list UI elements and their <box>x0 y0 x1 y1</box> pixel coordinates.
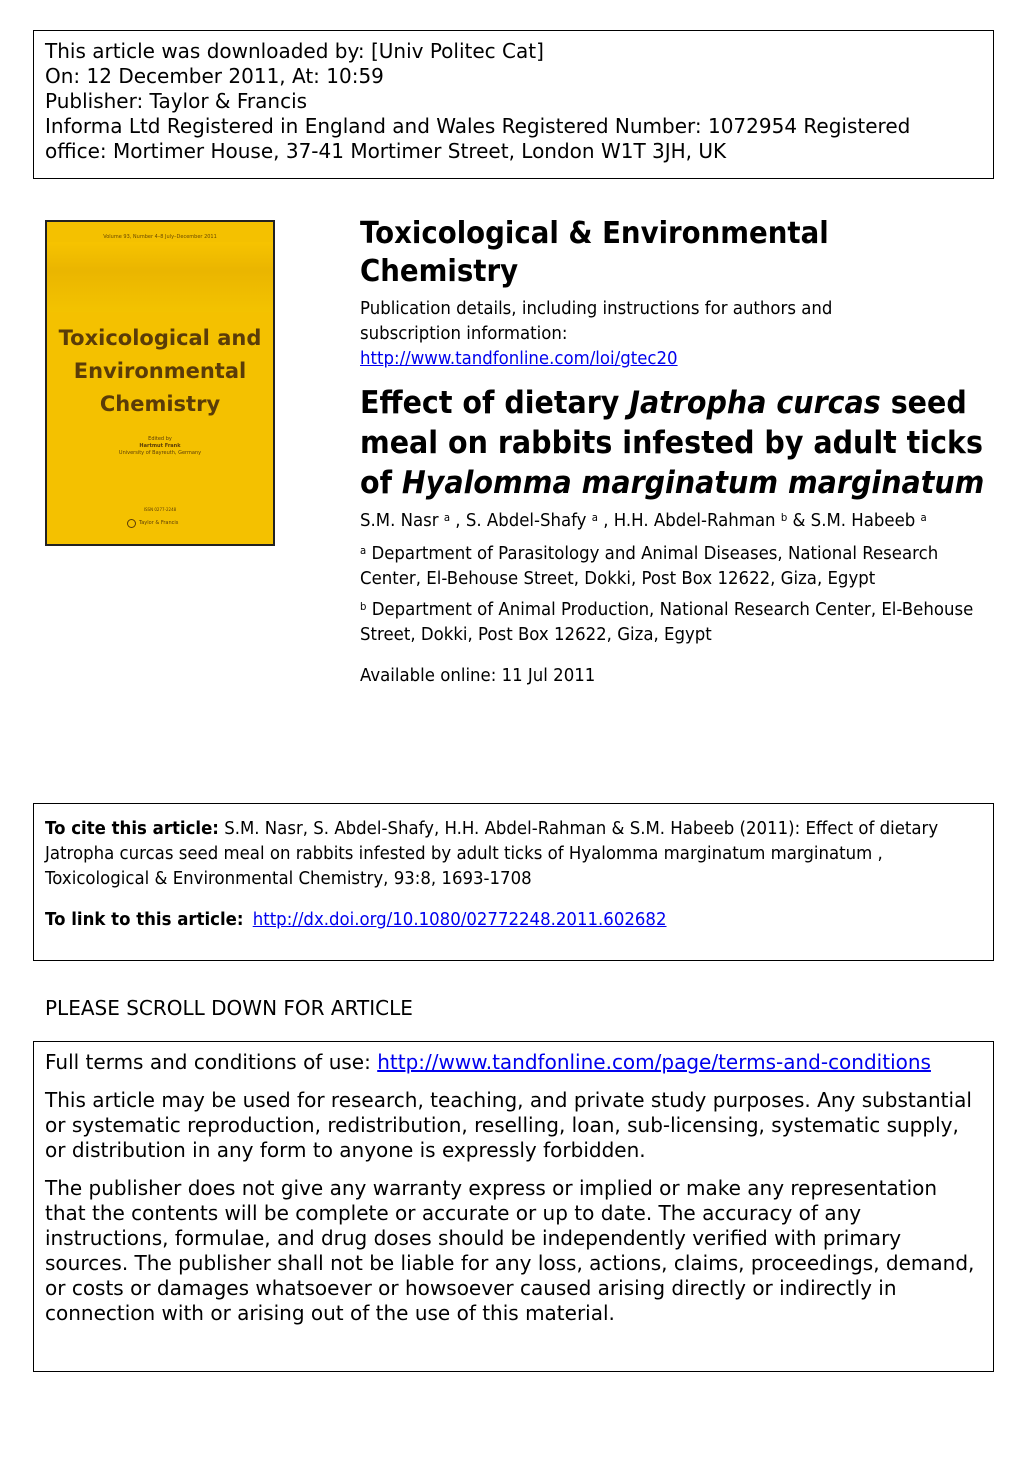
download-line-4: Informa Ltd Registered in England and Wales Registered Number: 1072954 Registered <box>45 114 911 138</box>
article-metadata <box>360 215 990 688</box>
author-4-affil-mark: a <box>920 511 927 524</box>
terms-label: Full terms and conditions of use: <box>45 1050 378 1074</box>
article-title-part-2: seed meal on rabbits infested by adult ticks of <box>360 385 983 501</box>
author-4: & S.M. Habeeb <box>787 510 921 531</box>
author-1-affil-mark: a <box>443 511 451 524</box>
download-line-5: office: Mortimer House, 37-41 Mortimer Street, London W1T 3JH, UK <box>45 139 727 163</box>
affiliation-a-text: Department of Parasitology and Animal Diseases, National Research Center, El-Behouse Street, Dokki, Post Box 12622, Giza, Egypt <box>360 543 939 589</box>
cover-band <box>47 242 273 312</box>
download-line-1: This article was downloaded by: [Univ Politec Cat] <box>45 39 544 63</box>
author-list <box>360 507 995 535</box>
author-1: S.M. Nasr <box>360 510 444 531</box>
publication-details-line-2: subscription information: <box>360 323 568 344</box>
author-3-affil-mark: b <box>780 511 788 524</box>
terms-link-paragraph <box>45 1050 982 1075</box>
affiliation-a <box>360 541 995 591</box>
journal-title <box>360 215 995 291</box>
doi-link[interactable]: http://dx.doi.org/10.1080/02772248.2011.602682 <box>252 909 667 930</box>
author-2-affil-mark: a <box>591 511 598 524</box>
citation-box <box>33 803 994 961</box>
publication-details <box>360 296 995 371</box>
cover-editor <box>47 436 273 457</box>
cover-title-line-2: Environmental <box>73 359 247 383</box>
download-line-3: Publisher: Taylor & Francis <box>45 89 308 113</box>
publication-details-line-1: Publication details, including instructions for authors and <box>360 298 833 319</box>
cover-editor-affil: University of Bayreuth, Germany <box>118 450 202 456</box>
scroll-down-notice: PLEASE SCROLL DOWN FOR ARTICLE <box>45 996 413 1020</box>
cover-title-line-1: Toxicological and <box>58 326 262 350</box>
journal-url-link[interactable]: http://www.tandfonline.com/loi/gtec20 <box>360 348 678 369</box>
publisher-logo-text: Taylor & Francis <box>139 520 179 526</box>
available-online-date: Available online: 11 Jul 2011 <box>360 665 596 686</box>
affiliation-b <box>360 597 995 647</box>
article-title-part-1: Effect of dietary <box>360 385 630 421</box>
cover-issn: ISSN 0277-2248 <box>143 507 177 512</box>
terms-paragraph-1: This article may be used for research, teaching, and private study purposes. Any substantial or systematic reproduction, redistribution, reselling, loan, sub-licensing, systematic supply, or distribution in any form to anyone is expressly forbidden. <box>45 1088 972 1162</box>
author-3: , H.H. Abdel-Rahman <box>597 510 781 531</box>
link-paragraph <box>45 907 983 932</box>
cover-volume-line: Volume 93, Number 4–8 July–December 2011 <box>103 234 217 240</box>
affiliation-a-mark: a <box>360 544 367 557</box>
link-label: To link to this article: <box>45 909 244 930</box>
journal-title-line-2: Chemistry <box>360 254 519 289</box>
publisher-logo-icon <box>127 519 136 528</box>
publisher-logo <box>127 516 197 530</box>
citation-content <box>45 816 983 932</box>
cite-text: S.M. Nasr, S. Abdel-Shafy, H.H. Abdel-Rahman & S.M. Habeeb (2011): Effect of dietary Jatropha curcas seed meal on rabbits infested by adult ticks of Hyalomma marginatum marginatum , Toxicological & Environmental Chemistry, 93:8, 1693-1708 <box>45 818 939 889</box>
journal-cover-image <box>45 220 275 546</box>
download-info-box <box>33 30 994 179</box>
terms-box <box>33 1041 994 1372</box>
cover-title-line-3: Chemistry <box>99 392 221 416</box>
journal-title-line-1: Toxicological & Environmental <box>360 216 829 251</box>
article-title-species-1: Jatropha curcas <box>629 385 881 421</box>
article-title-species-2: Hyalomma marginatum marginatum <box>401 465 985 501</box>
article-title <box>360 383 995 503</box>
affiliation-b-mark: b <box>360 600 367 613</box>
cover-edited-by: Edited by <box>148 436 172 442</box>
terms-url-link[interactable]: http://www.tandfonline.com/page/terms-and-conditions <box>377 1050 931 1074</box>
terms-paragraph-2: The publisher does not give any warranty express or implied or make any representation that the contents will be complete or accurate or up to date. The accuracy of any instructions, formulae, and drug doses should be independently verified with primary sources. The publisher shall not be liable for any loss, actions, claims, proceedings, demand, or costs or damages whatsoever or howsoever caused arising directly or indirectly in connection with or arising out of the use of this material. <box>45 1176 975 1325</box>
cite-label: To cite this article: <box>45 818 219 839</box>
cite-paragraph <box>45 816 983 891</box>
author-2: , S. Abdel-Shafy <box>450 510 592 531</box>
download-line-2: On: 12 December 2011, At: 10:59 <box>45 64 384 88</box>
cover-editor-name: Hartmut Frank <box>139 443 181 449</box>
affiliation-b-text: Department of Animal Production, National Research Center, El-Behouse Street, Dokki, Post Box 12622, Giza, Egypt <box>360 599 974 645</box>
cover-title <box>47 322 273 421</box>
